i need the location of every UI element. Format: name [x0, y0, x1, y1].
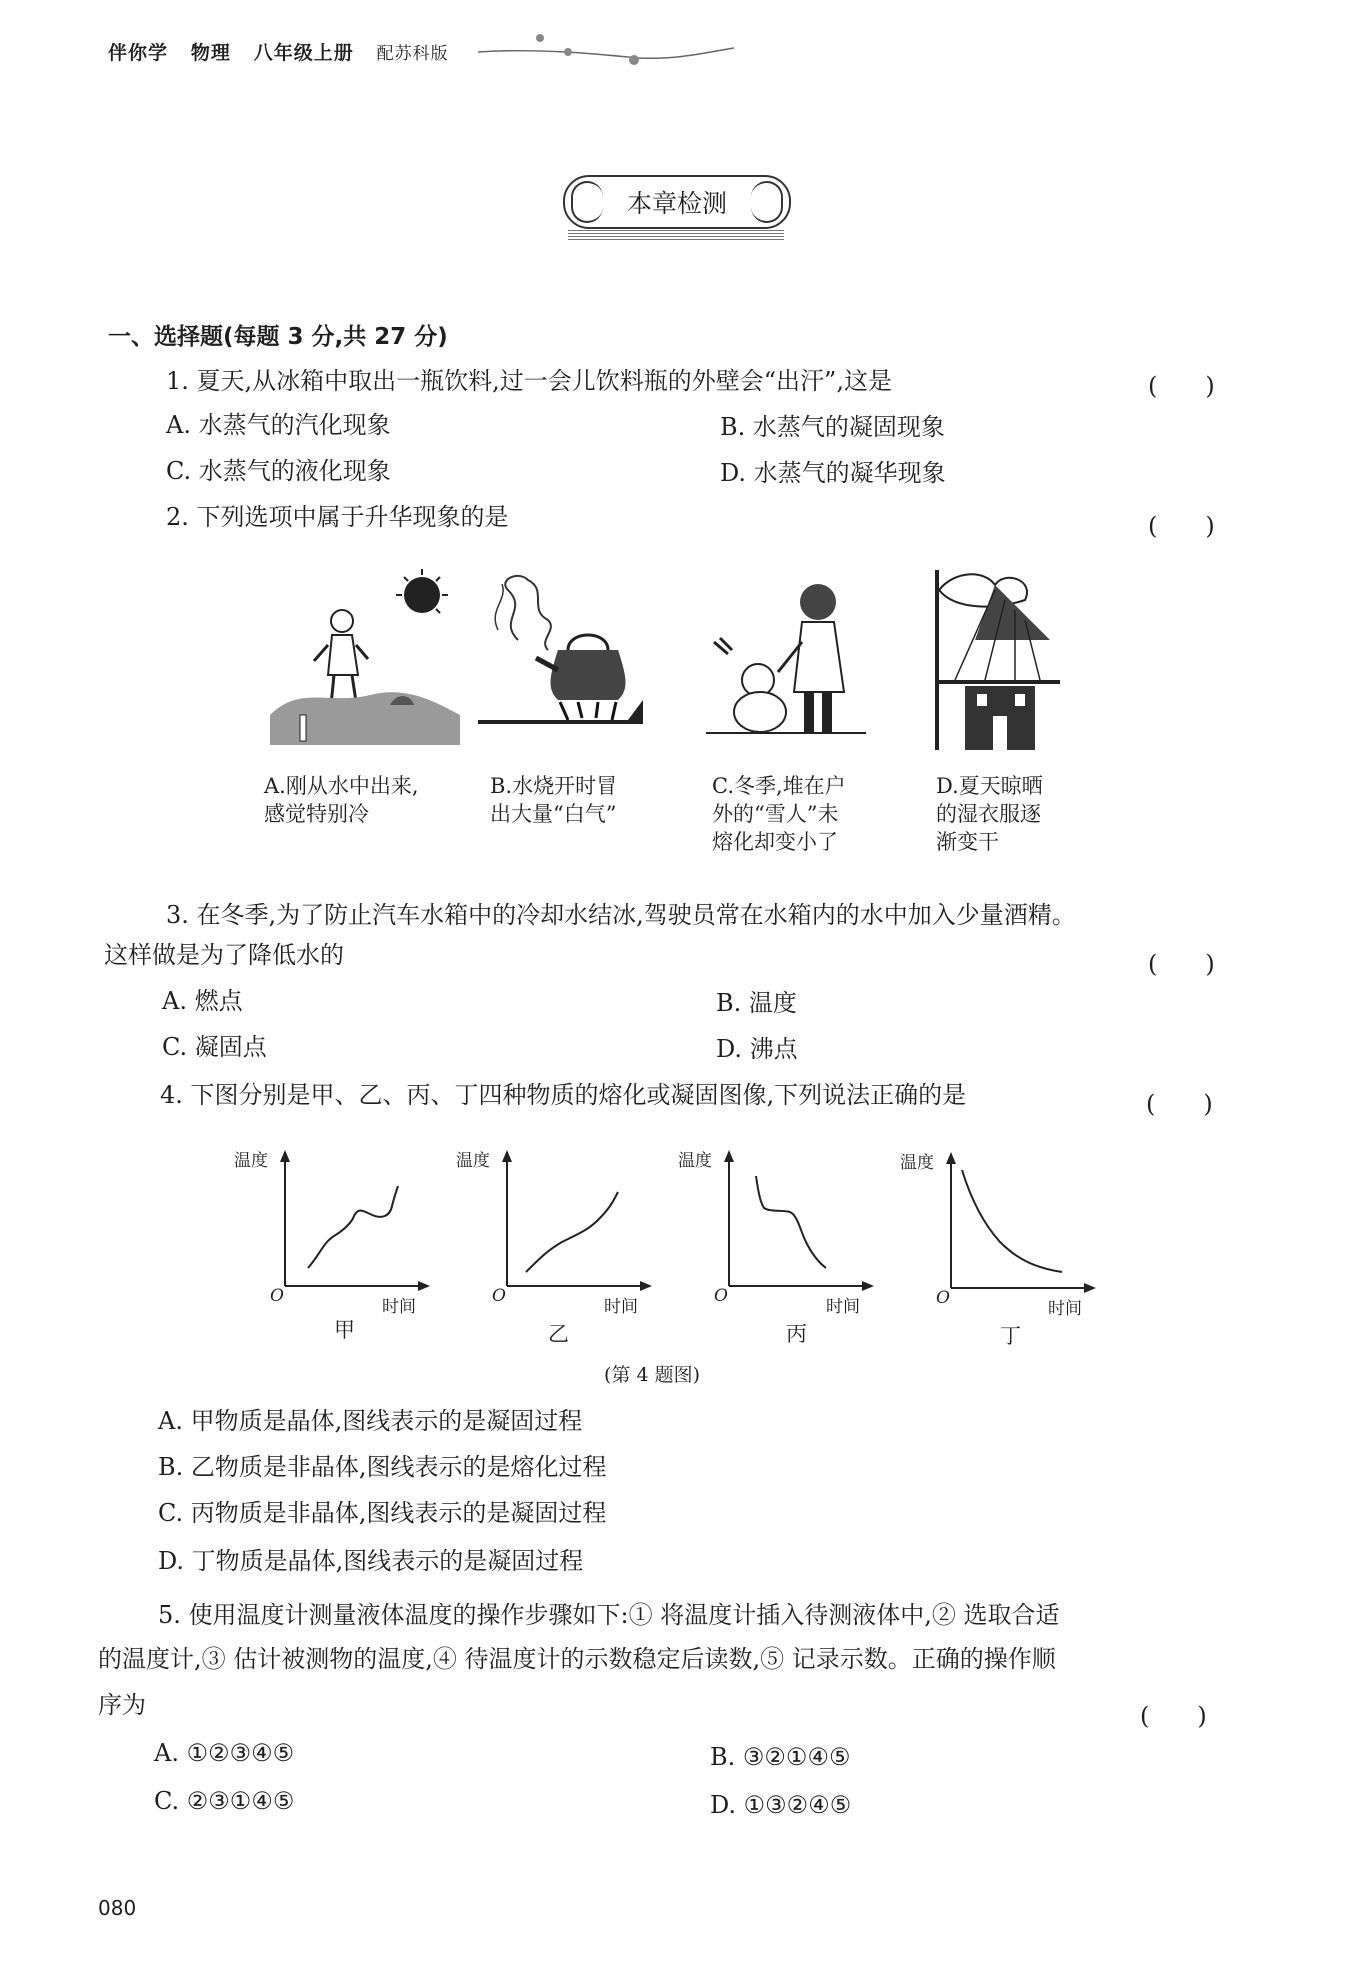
chapter-title: 本章检测: [626, 189, 727, 218]
q2-answer-blank: ( ): [1148, 512, 1215, 540]
q5-stem-line1: 5. 使用温度计测量液体温度的操作步骤如下:① 将温度计插入待测液体中,② 选取合适: [158, 1601, 1060, 1629]
graph-name-yi: 乙: [548, 1322, 569, 1346]
q3-answer-blank: ( ): [1148, 950, 1215, 978]
y-axis-label: 温度: [900, 1153, 934, 1173]
q5-answer-blank: ( ): [1140, 1702, 1207, 1730]
q4-graph-jia: [230, 1146, 430, 1346]
q3-option-d: D. 沸点: [716, 1035, 798, 1063]
x-axis-label: 时间: [604, 1297, 638, 1317]
q2-caption-c: C.冬季,堆在户 外的“雪人”未 熔化却变小了: [712, 774, 846, 854]
q2-caption-a: A.刚从水中出来, 感觉特别冷: [264, 774, 419, 826]
running-header: [108, 38, 449, 65]
q3-option-a: A. 燃点: [162, 987, 243, 1015]
chapter-title-box: [563, 175, 791, 229]
header-series: 伴你学: [108, 42, 169, 64]
q4-graph-bing: [674, 1146, 874, 1346]
q4-option-c: C. 丙物质是非晶体,图线表示的是凝固过程: [158, 1499, 607, 1527]
origin-label: O: [492, 1286, 506, 1306]
q5-option-c: C. ②③①④⑤: [154, 1787, 295, 1815]
q3-stem-line2: 这样做是为了降低水的: [104, 941, 344, 969]
graph-name-bing: 丙: [786, 1322, 807, 1346]
q4-option-d: D. 丁物质是晶体,图线表示的是凝固过程: [158, 1547, 584, 1575]
q4-graph-ding: [896, 1148, 1096, 1348]
q5-option-b: B. ③②①④⑤: [710, 1743, 851, 1771]
header-subject: 物理: [190, 42, 231, 64]
x-axis-label: 时间: [382, 1297, 416, 1317]
q2-stem: 2. 下列选项中属于升华现象的是: [166, 503, 509, 531]
q2-caption-b: B.水烧开时冒 出大量“白气”: [490, 774, 618, 826]
header-grade: 八年级上册: [253, 42, 354, 64]
graph-name-ding: 丁: [1000, 1324, 1021, 1348]
x-axis-label: 时间: [826, 1297, 860, 1317]
origin-label: O: [936, 1288, 950, 1308]
q4-option-a: A. 甲物质是晶体,图线表示的是凝固过程: [158, 1407, 583, 1435]
title-underline-decoration: [568, 230, 784, 242]
origin-label: O: [270, 1286, 284, 1306]
q5-option-a: A. ①②③④⑤: [154, 1739, 295, 1767]
y-axis-label: 温度: [456, 1151, 490, 1171]
y-axis-label: 温度: [678, 1151, 712, 1171]
q1-option-d: D. 水蒸气的凝华现象: [720, 459, 946, 487]
section-title: 一、选择题(每题 3 分,共 27 分): [108, 324, 448, 350]
q4-graph-yi: [452, 1146, 652, 1346]
q1-option-a: A. 水蒸气的汽化现象: [166, 411, 391, 439]
y-axis-label: 温度: [234, 1151, 268, 1171]
q3-option-b: B. 温度: [716, 989, 797, 1017]
page-number: 080: [98, 1896, 137, 1920]
q4-figure-caption: (第 4 题图): [604, 1364, 700, 1386]
header-edition: 配苏科版: [376, 44, 449, 64]
graph-name-jia: 甲: [334, 1318, 355, 1342]
q1-answer-blank: ( ): [1148, 372, 1215, 400]
q2-illustration-a: [270, 565, 460, 755]
q1-option-b: B. 水蒸气的凝固现象: [720, 413, 945, 441]
q4-stem: 4. 下图分别是甲、乙、丙、丁四种物质的熔化或凝固图像,下列说法正确的是: [160, 1081, 967, 1109]
q4-option-b: B. 乙物质是非晶体,图线表示的是熔化过程: [158, 1453, 607, 1481]
q1-stem: 1. 夏天,从冰箱中取出一瓶饮料,过一会儿饮料瓶的外壁会“出汗”,这是: [166, 367, 892, 395]
header-decoration: [478, 30, 738, 70]
origin-label: O: [714, 1286, 728, 1306]
q1-option-c: C. 水蒸气的液化现象: [166, 457, 391, 485]
q2-illustration-b: [478, 570, 643, 740]
q3-option-c: C. 凝固点: [162, 1033, 267, 1061]
x-axis-label: 时间: [1048, 1299, 1082, 1319]
q5-option-d: D. ①③②④⑤: [710, 1791, 852, 1819]
q4-answer-blank: ( ): [1146, 1090, 1213, 1118]
q2-caption-d: D.夏天晾晒 的湿衣服逐 渐变干: [936, 774, 1043, 854]
q5-stem-line3: 序为: [98, 1691, 146, 1719]
q3-stem-line1: 3. 在冬季,为了防止汽车水箱中的冷却水结冰,驾驶员常在水箱内的水中加入少量酒精。: [166, 901, 1076, 929]
q5-stem-line2: 的温度计,③ 估计被测物的温度,④ 待温度计的示数稳定后读数,⑤ 记录示数。正确的操作顺: [98, 1645, 1056, 1673]
q2-illustration-c: [706, 572, 866, 747]
q2-illustration-d: [935, 570, 1060, 750]
